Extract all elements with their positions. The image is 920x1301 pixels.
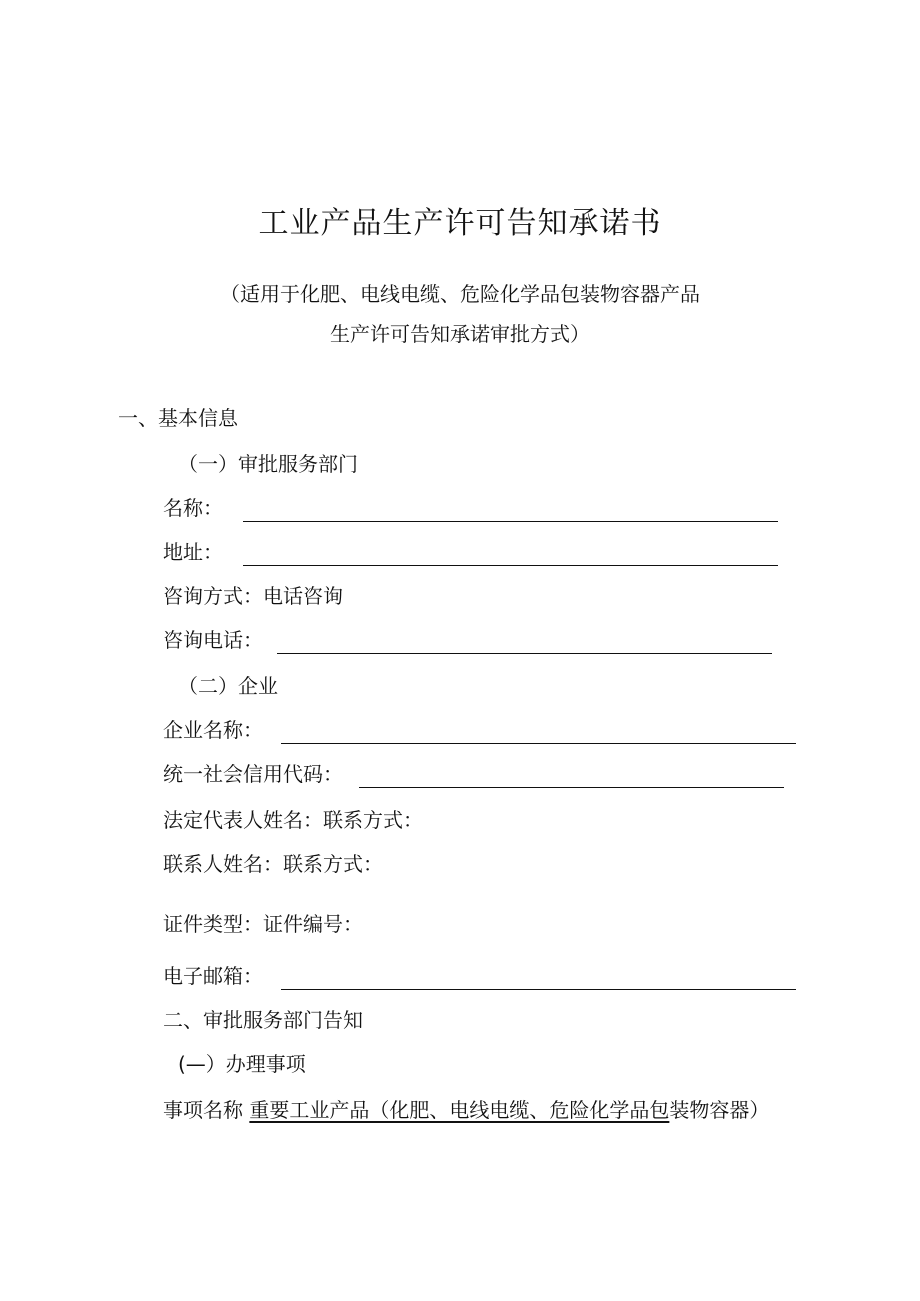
- credit-code-label: 统一社会信用代码：: [163, 762, 343, 786]
- dept-address-row: [163, 538, 778, 566]
- dept-name-field[interactable]: [243, 501, 778, 522]
- consult-phone-label: 咨询电话：: [163, 628, 263, 652]
- item-name-row: [163, 1096, 769, 1124]
- email-field[interactable]: [281, 969, 796, 990]
- item-heading: (—）办理事项: [178, 1052, 306, 1076]
- company-heading: （二）企业: [178, 674, 278, 698]
- company-name-row: [163, 716, 796, 744]
- dept-address-label: 地址：: [163, 540, 223, 564]
- dept-heading: （一）审批服务部门: [178, 452, 358, 476]
- consult-phone-row: [163, 626, 772, 654]
- company-name-field[interactable]: [281, 723, 796, 744]
- id-row: 证件类型：证件编号：: [163, 912, 363, 936]
- item-name-underlined: 重要工业产品（化肥、电线电缆、危险化学品包: [249, 1098, 670, 1122]
- section1-heading: 一、基本信息: [118, 406, 238, 430]
- dept-name-row: [163, 494, 778, 522]
- document-title: 工业产品生产许可告知承诺书: [258, 206, 662, 241]
- dept-address-field[interactable]: [243, 545, 778, 566]
- contact-row: 联系人姓名：联系方式：: [163, 852, 383, 876]
- document-subtitle-line2: 生产许可告知承诺审批方式）: [330, 322, 590, 346]
- company-name-label: 企业名称：: [163, 718, 263, 742]
- consult-method-value: 电话咨询: [263, 584, 343, 608]
- consult-method-label: 咨询方式：: [163, 584, 263, 608]
- document-subtitle-line1: （适用于化肥、电线电缆、危险化学品包装物容器产品: [220, 282, 700, 306]
- legal-rep-row: 法定代表人姓名：联系方式：: [163, 808, 423, 832]
- section2-heading: 二、审批服务部门告知: [163, 1008, 363, 1032]
- dept-name-label: 名称：: [163, 496, 223, 520]
- item-name-label: 事项名称: [163, 1098, 243, 1122]
- credit-code-field[interactable]: [359, 767, 784, 788]
- email-row: [163, 962, 796, 990]
- credit-code-row: [163, 760, 784, 788]
- email-label: 电子邮箱：: [163, 964, 263, 988]
- consult-method-row: [163, 582, 343, 610]
- item-name-rest: 装物容器）: [669, 1098, 770, 1122]
- consult-phone-field[interactable]: [277, 633, 772, 654]
